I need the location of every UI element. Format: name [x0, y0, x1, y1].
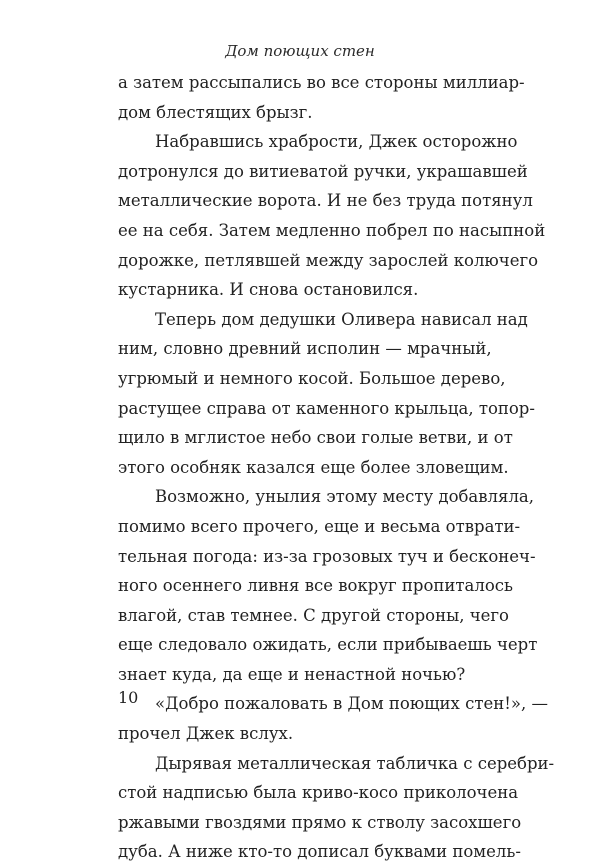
- text-line: дуба. А ниже кто-то дописал буквами помель-: [118, 842, 521, 862]
- text-line: помимо всего прочего, еще и весьма отврати-: [118, 516, 521, 536]
- body-text: [118, 68, 555, 867]
- text-line: дотронулся до витиеватой ручки, украшавшей: [118, 161, 528, 181]
- text-line: «Добро пожаловать в Дом поющих стен!», —: [155, 694, 548, 714]
- text-line: Дырявая металлическая табличка с серебри-: [155, 753, 555, 773]
- text-line: ним, словно древний исполин — мрачный,: [118, 339, 492, 359]
- text-line: ржавыми гвоздями прямо к стволу засохшего: [118, 812, 522, 832]
- text-line: тельная погода: из-за грозовых туч и бесконеч-: [118, 546, 536, 566]
- text-line: кустарника. И снова остановился.: [118, 280, 419, 300]
- text-line: Возможно, унылия этому месту добавляла,: [155, 487, 535, 507]
- page-number: 10: [118, 688, 139, 707]
- text-line: угрюмый и немного косой. Большое дерево,: [118, 368, 506, 388]
- text-line: влагой, став темнее. С другой стороны, чего: [118, 605, 509, 625]
- text-line: металлические ворота. И не без труда потянул: [118, 191, 533, 211]
- text-line: знает куда, да еще и ненастной ночью?: [118, 664, 466, 684]
- text-line: стой надписью была криво-косо приколочена: [118, 783, 519, 803]
- text-line: щило в мглистое небо свои голые ветви, и от: [118, 428, 513, 448]
- running-header: Дом поющих стен: [225, 42, 375, 60]
- text-line: ее на себя. Затем медленно побрел по насыпной: [118, 220, 546, 240]
- text-line: Теперь дом дедушки Оливера нависал над: [155, 309, 528, 329]
- text-line: а затем рассыпались во все стороны миллиар-: [118, 73, 525, 92]
- text-line: растущее справа от каменного крыльца, топор-: [118, 398, 535, 418]
- text-line: ного осеннего ливня все вокруг пропиталось: [118, 576, 514, 596]
- text-line: дорожке, петлявшей между зарослей колючего: [118, 250, 539, 270]
- text-line: прочел Джек вслух.: [118, 724, 294, 744]
- text-line: этого особняк казался еще более зловещим.: [118, 457, 509, 477]
- text-line: еще следовало ожидать, если прибываешь черт: [118, 635, 538, 655]
- text-line: Набравшись храбрости, Джек осторожно: [155, 132, 518, 152]
- text-line: дом блестящих брызг.: [118, 102, 313, 122]
